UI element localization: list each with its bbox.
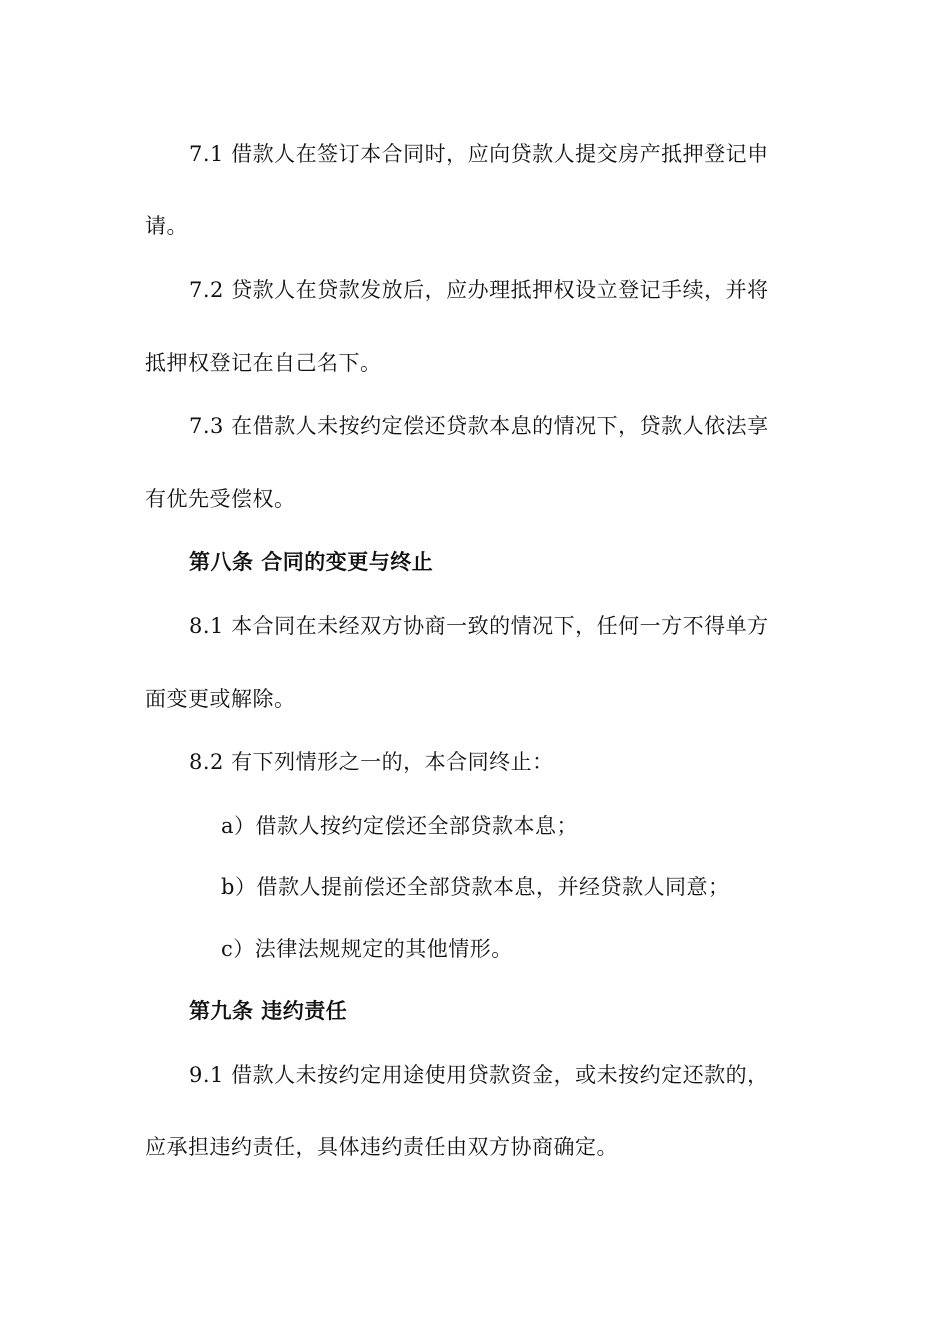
list-item-a: a）借款人按约定偿还全部贷款本息； xyxy=(221,814,579,838)
clause-9-1-line-1: 9.1 借款人未按约定用途使用贷款资金，或未按约定还款的， xyxy=(189,1063,769,1087)
article-8-heading: 第八条 合同的变更与终止 xyxy=(189,550,434,574)
clause-7-1-line-2: 请。 xyxy=(145,214,188,238)
clause-7-3-line-1: 7.3 在借款人未按约定偿还贷款本息的情况下，贷款人依法享 xyxy=(189,414,769,438)
clause-8-1-line-2: 面变更或解除。 xyxy=(145,687,296,711)
clause-8-2-line-1: 8.2 有下列情形之一的，本合同终止： xyxy=(189,750,554,774)
clause-9-1-line-2: 应承担违约责任，具体违约责任由双方协商确定。 xyxy=(145,1135,618,1159)
list-item-b: b）借款人提前偿还全部贷款本息，并经贷款人同意； xyxy=(221,875,730,899)
clause-7-1-line-1: 7.1 借款人在签订本合同时，应向贷款人提交房产抵押登记申 xyxy=(189,142,769,166)
clause-8-1-line-1: 8.1 本合同在未经双方协商一致的情况下，任何一方不得单方 xyxy=(189,614,769,638)
clause-7-2-line-1: 7.2 贷款人在贷款发放后，应办理抵押权设立登记手续，并将 xyxy=(189,278,769,302)
list-item-c: c）法律法规规定的其他情形。 xyxy=(221,937,513,961)
clause-7-2-line-2: 抵押权登记在自己名下。 xyxy=(145,351,382,375)
clause-7-3-line-2: 有优先受偿权。 xyxy=(145,487,296,511)
article-9-heading: 第九条 违约责任 xyxy=(189,999,348,1023)
